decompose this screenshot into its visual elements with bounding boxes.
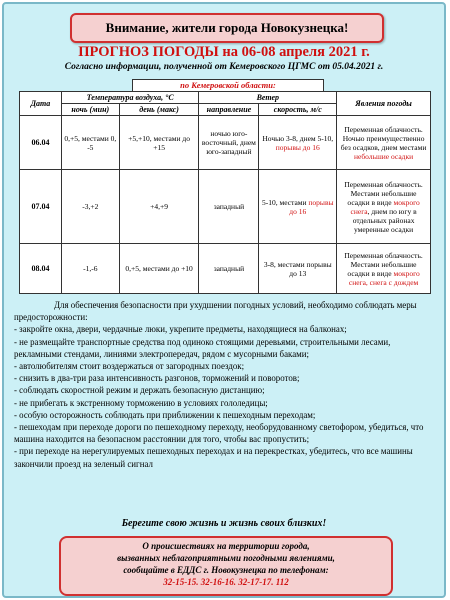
header-date: Дата: [20, 92, 62, 116]
phen-highlight: небольшие осадки: [354, 151, 414, 161]
phen-highlight: мокрого снега: [350, 197, 420, 216]
row-phenomena: [337, 244, 431, 294]
header-wind: Ветер: [199, 92, 337, 104]
rule-item: - соблюдать скоростной режим и держать безопасную дистанцию;: [14, 385, 265, 396]
forecast-title: ПРОГНОЗ ПОГОДЫ на 06-08 апреля 2021 г.: [78, 44, 370, 60]
safety-slogan: Берегите свою жизнь и жизнь своих близких!: [121, 518, 327, 529]
region-label: по Кемеровской области:: [132, 79, 324, 92]
safety-instructions: [14, 299, 434, 470]
contact-line: О происшествиях на территории города,: [142, 541, 310, 551]
table-row: [20, 244, 431, 294]
phone-numbers: 32-15-15. 32-16-16. 32-17-17. 112: [163, 577, 289, 587]
speed-gusts: порывы до 16: [275, 142, 320, 152]
table-row: [20, 116, 431, 170]
contact-box: [59, 536, 393, 596]
row-speed: [259, 170, 337, 244]
rule-item: - при переходе на нерегулируемых пешеходных переходах и на перекрестках, убедитесь, что все машины закончили проезд на зеленый сигнал: [14, 446, 413, 469]
speed-text: 5-10, местами: [261, 197, 307, 207]
row-direction: ночью юго-восточный, днем юго-западный: [199, 116, 259, 170]
rule-item: - пешеходам при переходе дороги по пешеходному переходу, необорудованному светофором, убедиться, что машина находится на безопасном расстоянии для того, чтобы вас пропустить;: [14, 422, 424, 445]
rule-item: - не прибегать к экстренному торможению в условиях гололедицы;: [14, 397, 268, 408]
phen-rest: , днем по югу в отдельных районах умеренные осадки: [352, 206, 417, 234]
rule-item: - автолюбителям стоит воздержаться от загородных поездок;: [14, 361, 245, 372]
speed-gusts: порывы до 16: [289, 197, 334, 216]
instructions-intro: Для обеспечения безопасности при ухудшении погодных условий, необходимо соблюдать меры предосторожности:: [14, 300, 417, 323]
header-direction: направление: [199, 104, 259, 116]
row-day: +4,+9: [119, 170, 199, 244]
row-speed: [259, 116, 337, 170]
row-speed: 3-8, местами порывы до 13: [259, 244, 337, 294]
row-direction: западный: [199, 170, 259, 244]
speed-text: Ночью 3-8, днем 5-10,: [262, 133, 334, 143]
table-row: [20, 170, 431, 244]
rule-item: - особую осторожность соблюдать при приближении к пешеходным переходам;: [14, 409, 316, 420]
phen-highlight: мокрого снега, снега с дождем: [348, 268, 420, 287]
forecast-subtitle: Согласно информации, полученной от Кемеровского ЦГМС от 05.04.2021 г.: [64, 62, 384, 72]
poster-frame: [2, 2, 446, 598]
row-night: -1,-6: [61, 244, 119, 294]
row-date: 07.04: [20, 170, 62, 244]
rule-item: - закройте окна, двери, чердачные люки, укрепите предметы, находящиеся на балконах;: [14, 324, 347, 335]
header-phenomena: Явления погоды: [337, 92, 431, 116]
header-night: ночь (мин): [61, 104, 119, 116]
row-phenomena: [337, 116, 431, 170]
phen-text: Переменная облачность. Ночью преимущественно без осадков, днем местами: [340, 124, 427, 152]
row-night: -3,+2: [61, 170, 119, 244]
row-date: 06.04: [20, 116, 62, 170]
attention-banner: Внимание, жители города Новокузнецка!: [70, 13, 384, 43]
phen-text: Переменная облачность. Местами небольшие осадки в виде: [344, 250, 423, 278]
row-direction: западный: [199, 244, 259, 294]
contact-line: вызванных неблагоприятными погодными явлениями,: [117, 553, 335, 563]
phen-text: Переменная облачность. Местами небольшие осадки в виде: [344, 179, 423, 207]
row-date: 08.04: [20, 244, 62, 294]
row-night: 0,+5, местами 0, -5: [61, 116, 119, 170]
contact-line: сообщайте в ЕДДС г. Новокузнецка по телефонам:: [123, 565, 329, 575]
header-temp: Температура воздуха, °С: [61, 92, 199, 104]
forecast-table: [19, 91, 431, 294]
row-day: 0,+5, местами до +10: [119, 244, 199, 294]
rule-item: - снизить в два-три раза интенсивность разгонов, торможений и поворотов;: [14, 373, 300, 384]
header-speed: скорость, м/с: [259, 104, 337, 116]
rule-item: - не размещайте транспортные средства под одиноко стоящими деревьями, строительными лесами, рекламными стендами, линиями электропередач, рядом с мусорными баками;: [14, 336, 391, 359]
row-phenomena: [337, 170, 431, 244]
header-day: день (макс): [119, 104, 199, 116]
row-day: +5,+10, местами до +15: [119, 116, 199, 170]
